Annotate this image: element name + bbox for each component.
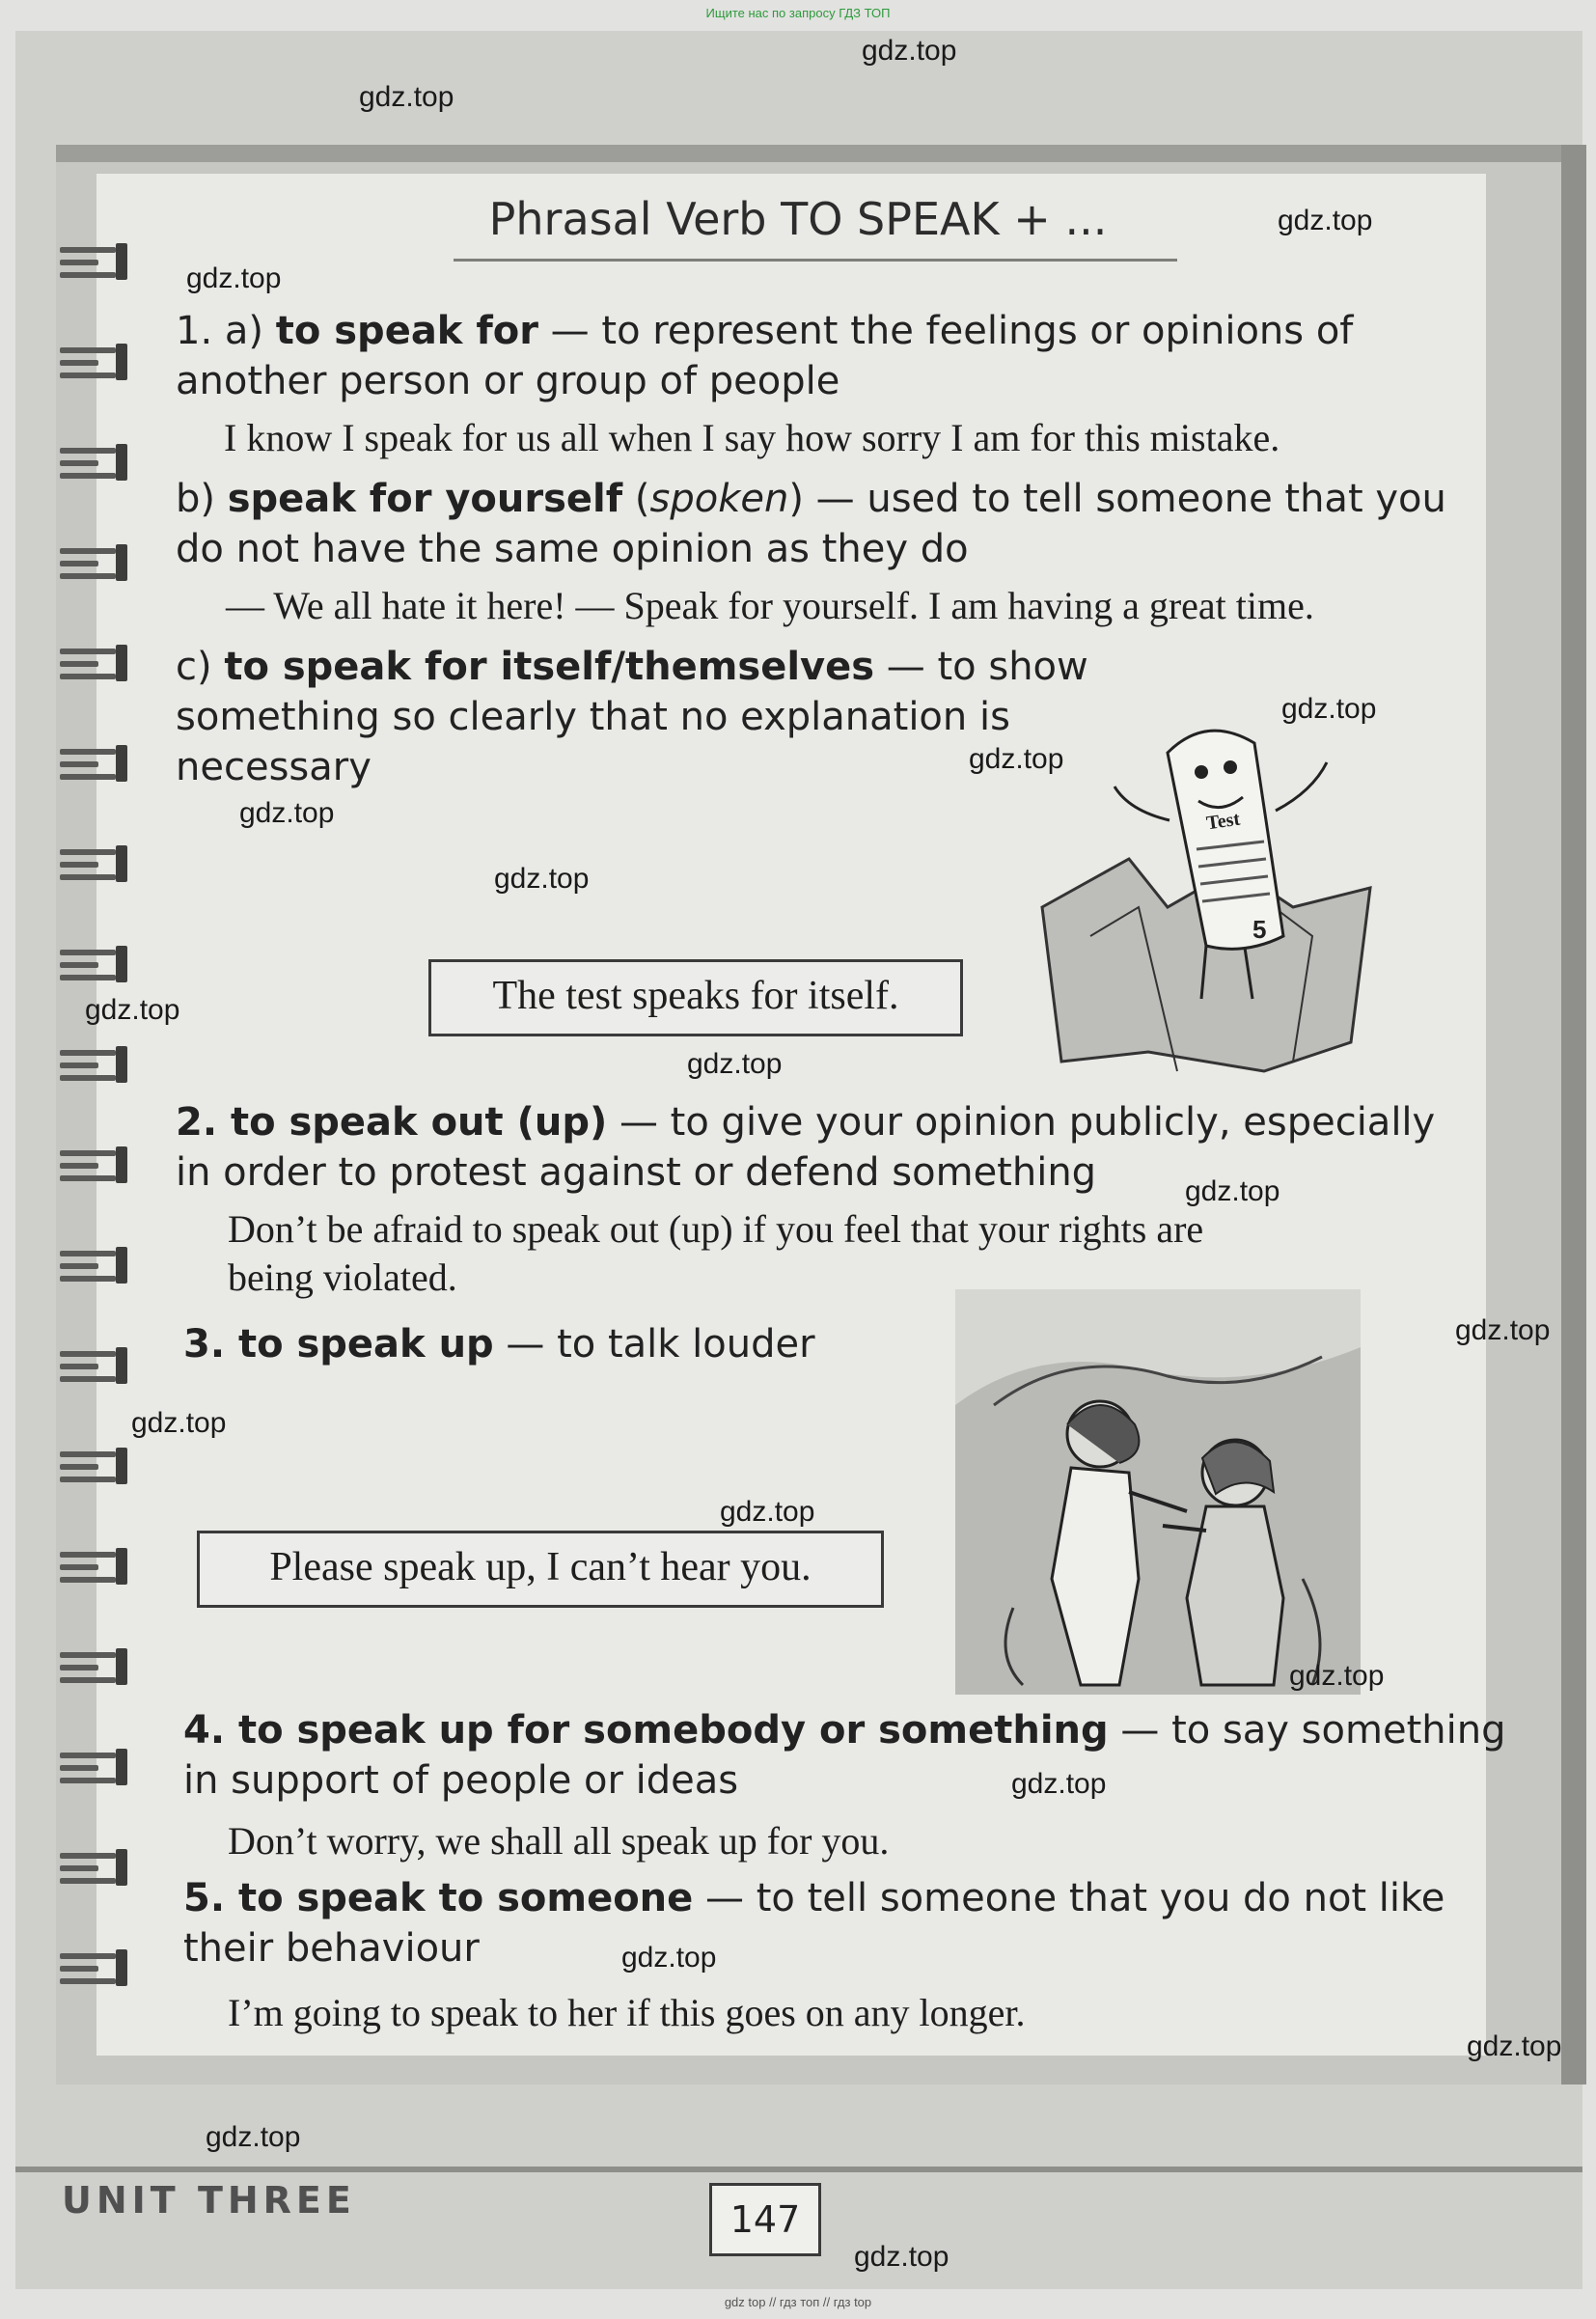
spiral-ring bbox=[60, 1548, 129, 1587]
footer-rule bbox=[15, 2167, 1582, 2172]
entry-5-term: 5. to speak to someone bbox=[183, 1876, 694, 1920]
spiral-ring bbox=[60, 1247, 129, 1285]
entry-1a-line1 bbox=[176, 309, 1353, 353]
entry-4-example: Don’t worry, we shall all speak up for you. bbox=[228, 1819, 890, 1863]
example-box-test: The test speaks for itself. bbox=[428, 959, 963, 1036]
entry-4-definition: — to say something bbox=[1108, 1708, 1506, 1753]
watermark: gdz.top bbox=[206, 2121, 301, 2153]
watermark: gdz.top bbox=[1281, 693, 1377, 725]
entry-2-definition: — to give your opinion publicly, especially bbox=[607, 1100, 1436, 1145]
watermark: gdz.top bbox=[969, 743, 1064, 775]
page-title: Phrasal Verb TO SPEAK + ... bbox=[488, 193, 1108, 245]
spiral-ring bbox=[60, 1448, 129, 1486]
spiral-ring bbox=[60, 1949, 129, 1988]
spiral-ring bbox=[60, 344, 129, 382]
spiral-ring bbox=[60, 1046, 129, 1085]
entry-4-term: 4. to speak up for somebody or something bbox=[183, 1708, 1109, 1753]
page-number: 147 bbox=[709, 2183, 821, 2256]
title-underline bbox=[454, 259, 1177, 262]
entry-1b-number: b) bbox=[176, 477, 215, 521]
watermark: gdz.top bbox=[1467, 2030, 1562, 2062]
watermark: gdz.top bbox=[359, 81, 454, 113]
watermark: gdz.top bbox=[1011, 1768, 1107, 1800]
entry-1a-definition: — to represent the feelings or opinions of bbox=[537, 309, 1354, 353]
entry-3-line1 bbox=[183, 1322, 815, 1367]
entry-3-term: 3. to speak up bbox=[183, 1322, 494, 1367]
spiral-ring bbox=[60, 1849, 129, 1888]
test-paper-illustration bbox=[1023, 618, 1390, 1081]
entry-1b-example: — We all hate it here! — Speak for yourself. I am having a great time. bbox=[226, 584, 1314, 627]
entry-1a-term: to speak for bbox=[275, 309, 538, 353]
spiral-ring bbox=[60, 1749, 129, 1787]
watermark: gdz.top bbox=[862, 35, 957, 67]
entry-3-definition: — to talk louder bbox=[493, 1322, 815, 1367]
watermark: gdz.top bbox=[854, 2241, 949, 2273]
entry-4-line1 bbox=[183, 1708, 1505, 1753]
entry-1c-definition-cont2: necessary bbox=[176, 745, 371, 789]
entry-5-example: I’m going to speak to her if this goes on any longer. bbox=[228, 1991, 1026, 2034]
watermark: gdz.top bbox=[85, 994, 180, 1026]
entry-2-example: Don’t be afraid to speak out (up) if you feel that your rights are bbox=[228, 1207, 1204, 1251]
bottom-banner[interactable]: gdz top // гдз топ // гдз top bbox=[724, 2295, 872, 2309]
spiral-ring bbox=[60, 1648, 129, 1687]
example-box-speak-up: Please speak up, I can’t hear you. bbox=[197, 1531, 884, 1608]
entry-1b-line1 bbox=[176, 477, 1446, 521]
entry-1c-definition: — to show bbox=[874, 645, 1088, 689]
watermark: gdz.top bbox=[687, 1048, 783, 1080]
watermark: gdz.top bbox=[239, 797, 335, 829]
spiral-ring bbox=[60, 243, 129, 282]
entry-1c-definition-cont: something so clearly that no explanation is bbox=[176, 695, 1010, 739]
entry-2-line1 bbox=[176, 1100, 1435, 1145]
test-paper-mark: 5 bbox=[1252, 915, 1267, 944]
entry-1c-number: c) bbox=[176, 645, 212, 689]
spiral-ring bbox=[60, 444, 129, 483]
unit-label: UNIT THREE bbox=[62, 2179, 356, 2222]
spiral-ring bbox=[60, 845, 129, 884]
entry-2-term: 2. to speak out (up) bbox=[176, 1100, 608, 1145]
entry-2-definition-cont: in order to protest against or defend something bbox=[176, 1150, 1097, 1195]
watermark: gdz.top bbox=[1185, 1175, 1280, 1207]
spiral-ring bbox=[60, 745, 129, 784]
watermark: gdz.top bbox=[621, 1942, 717, 1974]
watermark: gdz.top bbox=[131, 1407, 227, 1439]
entry-1a-definition-cont: another person or group of people bbox=[176, 359, 840, 403]
entry-1c-term: to speak for itself/themselves bbox=[224, 645, 875, 689]
entry-5-definition: — to tell someone that you do not like bbox=[693, 1876, 1445, 1920]
test-paper-label: Test bbox=[1204, 808, 1242, 835]
spiral-ring bbox=[60, 946, 129, 984]
spiral-ring bbox=[60, 544, 129, 583]
watermark: gdz.top bbox=[1455, 1314, 1551, 1346]
people-talking-illustration bbox=[955, 1289, 1361, 1695]
entry-1b-term: speak for yourself bbox=[227, 477, 623, 521]
entry-1b-note: spoken bbox=[649, 477, 789, 521]
entry-1a-example: I know I speak for us all when I say how sorry I am for this mistake. bbox=[224, 416, 1280, 459]
entry-1b-paren-open: ( bbox=[622, 477, 650, 521]
watermark: gdz.top bbox=[186, 262, 282, 294]
entry-1b-paren-close: ) bbox=[788, 477, 804, 521]
entry-5-definition-cont: their behaviour bbox=[183, 1926, 480, 1971]
entry-4-definition-cont: in support of people or ideas bbox=[183, 1758, 739, 1803]
entry-1b-definition: — used to tell someone that you bbox=[803, 477, 1446, 521]
spiral-ring bbox=[60, 1146, 129, 1185]
entry-1a-number: 1. a) bbox=[176, 309, 263, 353]
spiral-ring bbox=[60, 645, 129, 683]
entry-1b-definition-cont: do not have the same opinion as they do bbox=[176, 527, 969, 571]
watermark: gdz.top bbox=[720, 1496, 815, 1528]
watermark: gdz.top bbox=[1289, 1660, 1385, 1692]
watermark: gdz.top bbox=[494, 863, 590, 895]
entry-1c-line1 bbox=[176, 645, 1088, 689]
spiral-ring bbox=[60, 1347, 129, 1386]
entry-2-example-cont: being violated. bbox=[228, 1256, 457, 1299]
entry-5-line1 bbox=[183, 1876, 1445, 1920]
watermark: gdz.top bbox=[1278, 205, 1373, 236]
top-banner[interactable]: Ищите нас по запросу ГДЗ ТОП bbox=[705, 6, 891, 20]
